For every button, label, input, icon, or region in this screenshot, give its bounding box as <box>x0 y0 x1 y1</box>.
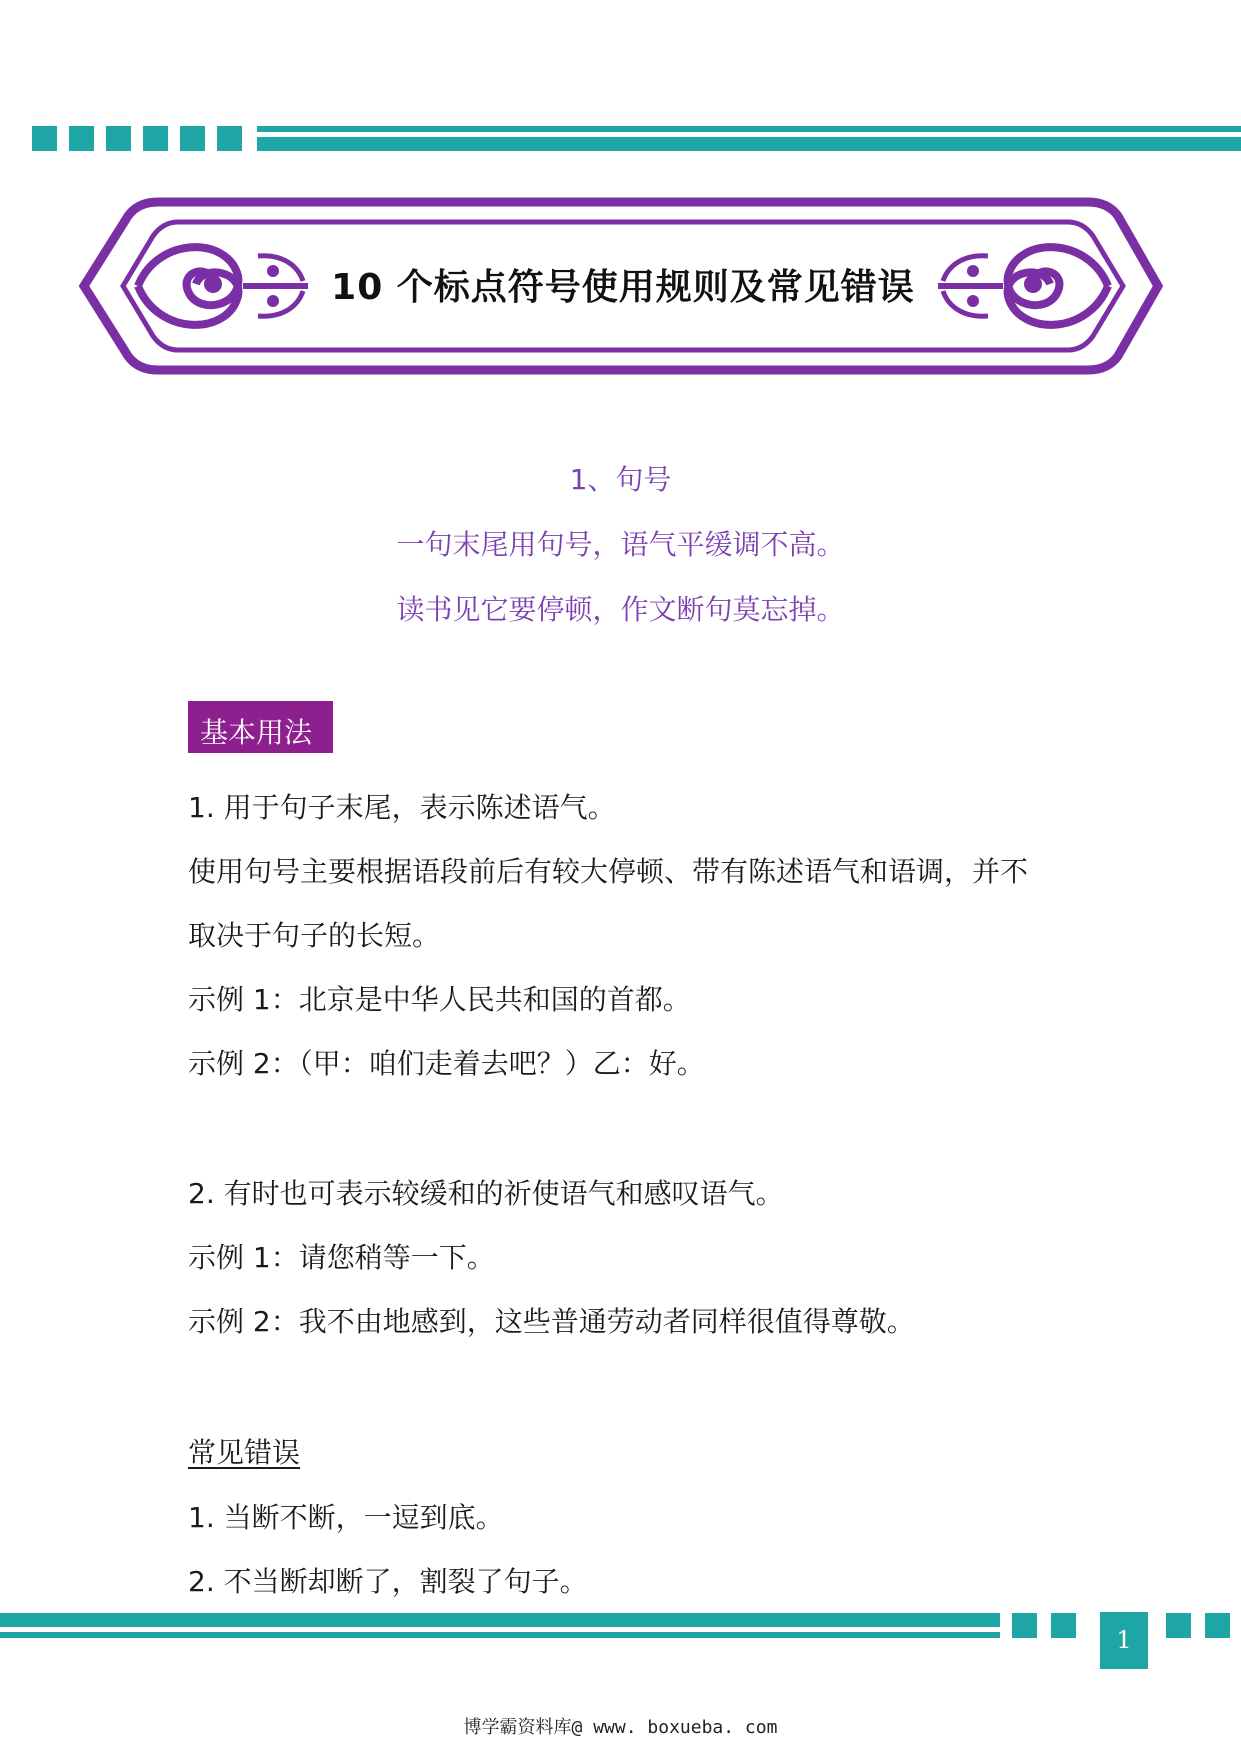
decor-square <box>32 126 57 151</box>
error-item-1: 1. 当断不断，一逗到底。 <box>188 1501 504 1534</box>
decor-square <box>1205 1613 1230 1638</box>
usage-explain-line-1: 使用句号主要根据语段前后有较大停顿、带有陈述语气和语调，并不 <box>188 855 1029 888</box>
page-number: 1 <box>1100 1612 1148 1669</box>
verse-line-1: 一句末尾用句号，语气平缓调不高。 <box>396 528 845 561</box>
page-title: 10 个标点符号使用规则及常见错误 <box>331 267 915 308</box>
top-decorative-squares <box>32 126 242 151</box>
common-errors-label: 常见错误 <box>188 1436 301 1469</box>
verse-line-2: 读书见它要停顿，作文断句莫忘掉。 <box>396 593 845 626</box>
decor-square <box>106 126 131 151</box>
decor-square <box>1051 1613 1076 1638</box>
top-decorative-lines <box>257 126 1241 151</box>
example-2: 示例 2：（甲：咱们走着去吧？）乙：好。 <box>188 1047 705 1080</box>
usage-explain-line-2: 取决于句子的长短。 <box>188 919 441 952</box>
bottom-decorative-squares-right <box>1166 1613 1230 1638</box>
decor-square <box>143 126 168 151</box>
example-3: 示例 1：请您稍等一下。 <box>188 1241 495 1274</box>
example-1: 示例 1：北京是中华人民共和国的首都。 <box>188 983 691 1016</box>
decor-square <box>217 126 242 151</box>
footer-watermark: 博学霸资料库@ www. boxueba. com <box>463 1717 778 1738</box>
usage-item-1: 1. 用于句子末尾，表示陈述语气。 <box>188 791 616 824</box>
decor-square <box>1012 1613 1037 1638</box>
bottom-decorative-squares-left <box>1012 1613 1076 1638</box>
decor-square <box>180 126 205 151</box>
section-heading: 1、句号 <box>569 463 672 496</box>
usage-item-2: 2. 有时也可表示较缓和的祈使语气和感叹语气。 <box>188 1177 784 1210</box>
basic-usage-label: 基本用法 <box>188 701 333 753</box>
decor-square <box>1166 1613 1191 1638</box>
title-banner <box>78 196 1168 376</box>
decor-square <box>69 126 94 151</box>
example-4: 示例 2：我不由地感到，这些普通劳动者同样很值得尊敬。 <box>188 1305 915 1338</box>
error-item-2: 2. 不当断却断了，割裂了句子。 <box>188 1565 588 1598</box>
bottom-decorative-lines <box>0 1613 1000 1638</box>
